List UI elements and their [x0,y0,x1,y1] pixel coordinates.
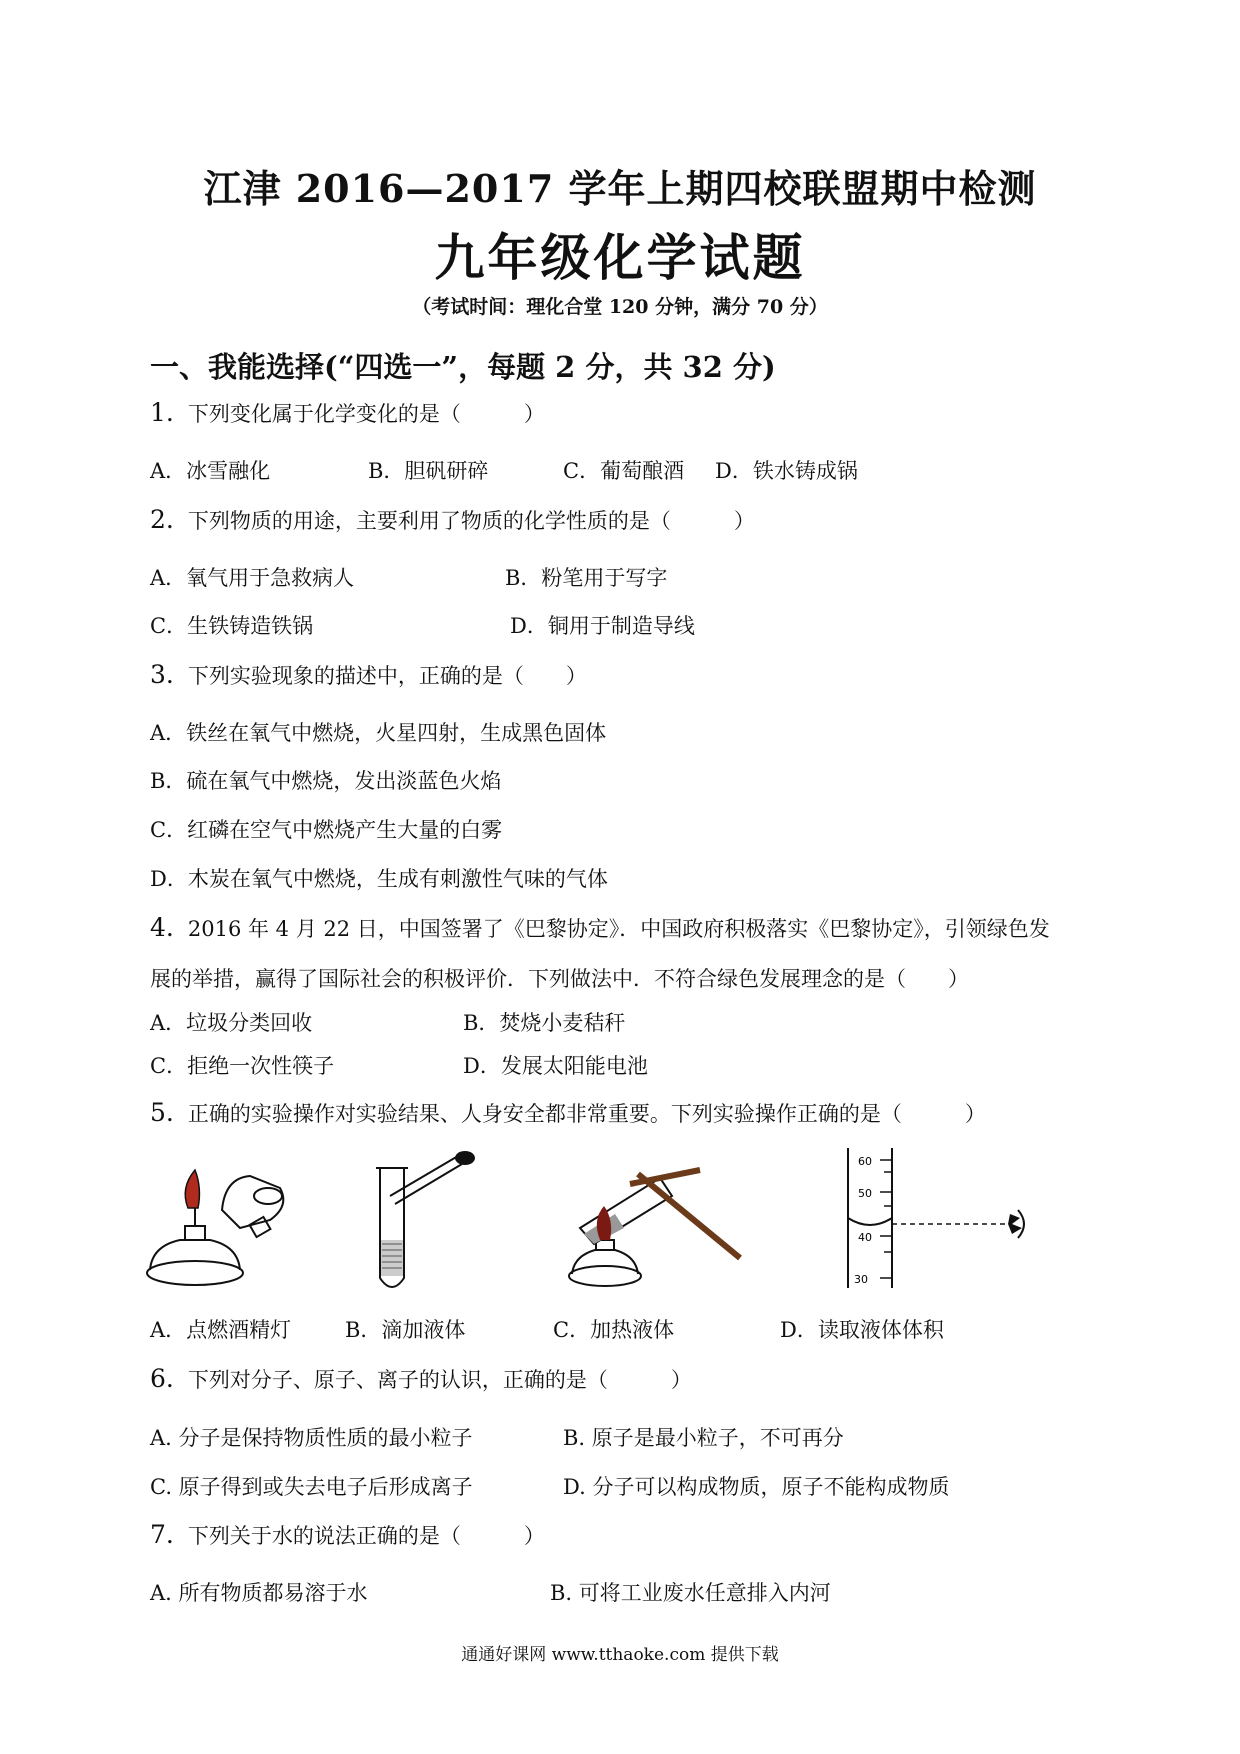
option-b: B．胆矾研碎 [368,459,489,483]
heating-liquid-figure [560,1148,760,1298]
option-c: C．加热液体 [553,1318,675,1342]
option-c: C．拒绝一次性筷子 [150,1054,335,1078]
tick-label: 60 [858,1155,872,1168]
option-b: B．硫在氧气中燃烧，发出淡蓝色火焰 [150,769,502,793]
section-title: 一、我能选择(“四选一”，每题 2 分，共 32 分) [150,350,776,384]
tick-label: 30 [854,1273,868,1286]
tick-label: 50 [858,1187,872,1200]
question-7 [150,1520,545,1550]
option-b: B．粉笔用于写字 [505,566,668,590]
option-d: D．发展太阳能电池 [463,1054,648,1078]
tick-label: 40 [858,1231,872,1244]
option-b: B．焚烧小麦秸秆 [463,1011,626,1035]
alcohol-lamp-lighting-figure [140,1148,310,1298]
dropper-test-tube-figure [360,1148,490,1298]
question-5 [150,1098,986,1128]
question-number: 2. [150,505,174,534]
option-c: C．红磷在空气中燃烧产生大量的白雾 [150,818,503,842]
option-a: A．垃圾分类回收 [150,1011,313,1035]
question-number: 4. [150,913,174,942]
option-b: B．滴加液体 [345,1318,466,1342]
option-a: A．铁丝在氧气中燃烧，火星四射，生成黑色固体 [150,721,607,745]
page-footer: 通通好课网 www.tthaoke.com 提供下载 [461,1645,779,1665]
option-c: C．生铁铸造铁锅 [150,614,314,638]
question-text: 下列变化属于化学变化的是（ ） [187,402,545,426]
option-a: A．冰雪融化 [150,459,271,483]
graduated-cylinder-figure [840,1148,1040,1298]
question-text: 下列实验现象的描述中，正确的是（ ） [187,664,587,688]
option-b: B. 原子是最小粒子，不可再分 [563,1426,844,1450]
option-c: C．葡萄酿酒 [563,459,685,483]
question-3 [150,660,587,690]
question-6 [150,1364,692,1394]
question-text: 下列对分子、原子、离子的认识，正确的是（ ） [187,1368,692,1392]
question-number: 6. [150,1364,174,1393]
question-4 [150,913,1050,943]
question-number: 7. [150,1520,174,1549]
exam-title-line1: 江津 2016—2017 学年上期四校联盟期中检测 [203,166,1037,211]
option-a: A．点燃酒精灯 [150,1318,292,1342]
option-a: A. 所有物质都易溶于水 [150,1581,368,1605]
question-number: 3. [150,660,174,689]
option-d: D．木炭在氧气中燃烧，生成有刺激性气味的气体 [150,867,608,891]
exam-title-line2: 九年级化学试题 [434,228,806,287]
option-a: A．氧气用于急救病人 [150,566,355,590]
option-b: B. 可将工业废水任意排入内河 [550,1581,831,1605]
option-a: A. 分子是保持物质性质的最小粒子 [150,1426,473,1450]
question-number: 1. [150,398,174,427]
question-text: 下列物质的用途，主要利用了物质的化学性质的是（ ） [187,509,755,533]
question-1 [150,398,545,428]
question-text: 2016 年 4 月 22 日，中国签署了《巴黎协定》．中国政府积极落实《巴黎协定》，引领绿色发 [187,917,1050,941]
question-text: 下列关于水的说法正确的是（ ） [187,1524,545,1548]
question-text: 正确的实验操作对实验结果、人身安全都非常重要。下列实验操作正确的是（ ） [187,1102,986,1126]
option-d: D．铜用于制造导线 [510,614,695,638]
option-c: C. 原子得到或失去电子后形成离子 [150,1475,473,1499]
option-d: D．读取液体体积 [780,1318,944,1342]
option-d: D．铁水铸成锅 [715,459,858,483]
question-4-continued: 展的举措，赢得了国际社会的积极评价．下列做法中．不符合绿色发展理念的是（ ） [150,967,969,991]
question-2 [150,505,755,535]
exam-info: （考试时间：理化合堂 120 分钟，满分 70 分） [412,296,828,318]
question-number: 5. [150,1098,174,1127]
option-d: D. 分子可以构成物质，原子不能构成物质 [563,1475,950,1499]
